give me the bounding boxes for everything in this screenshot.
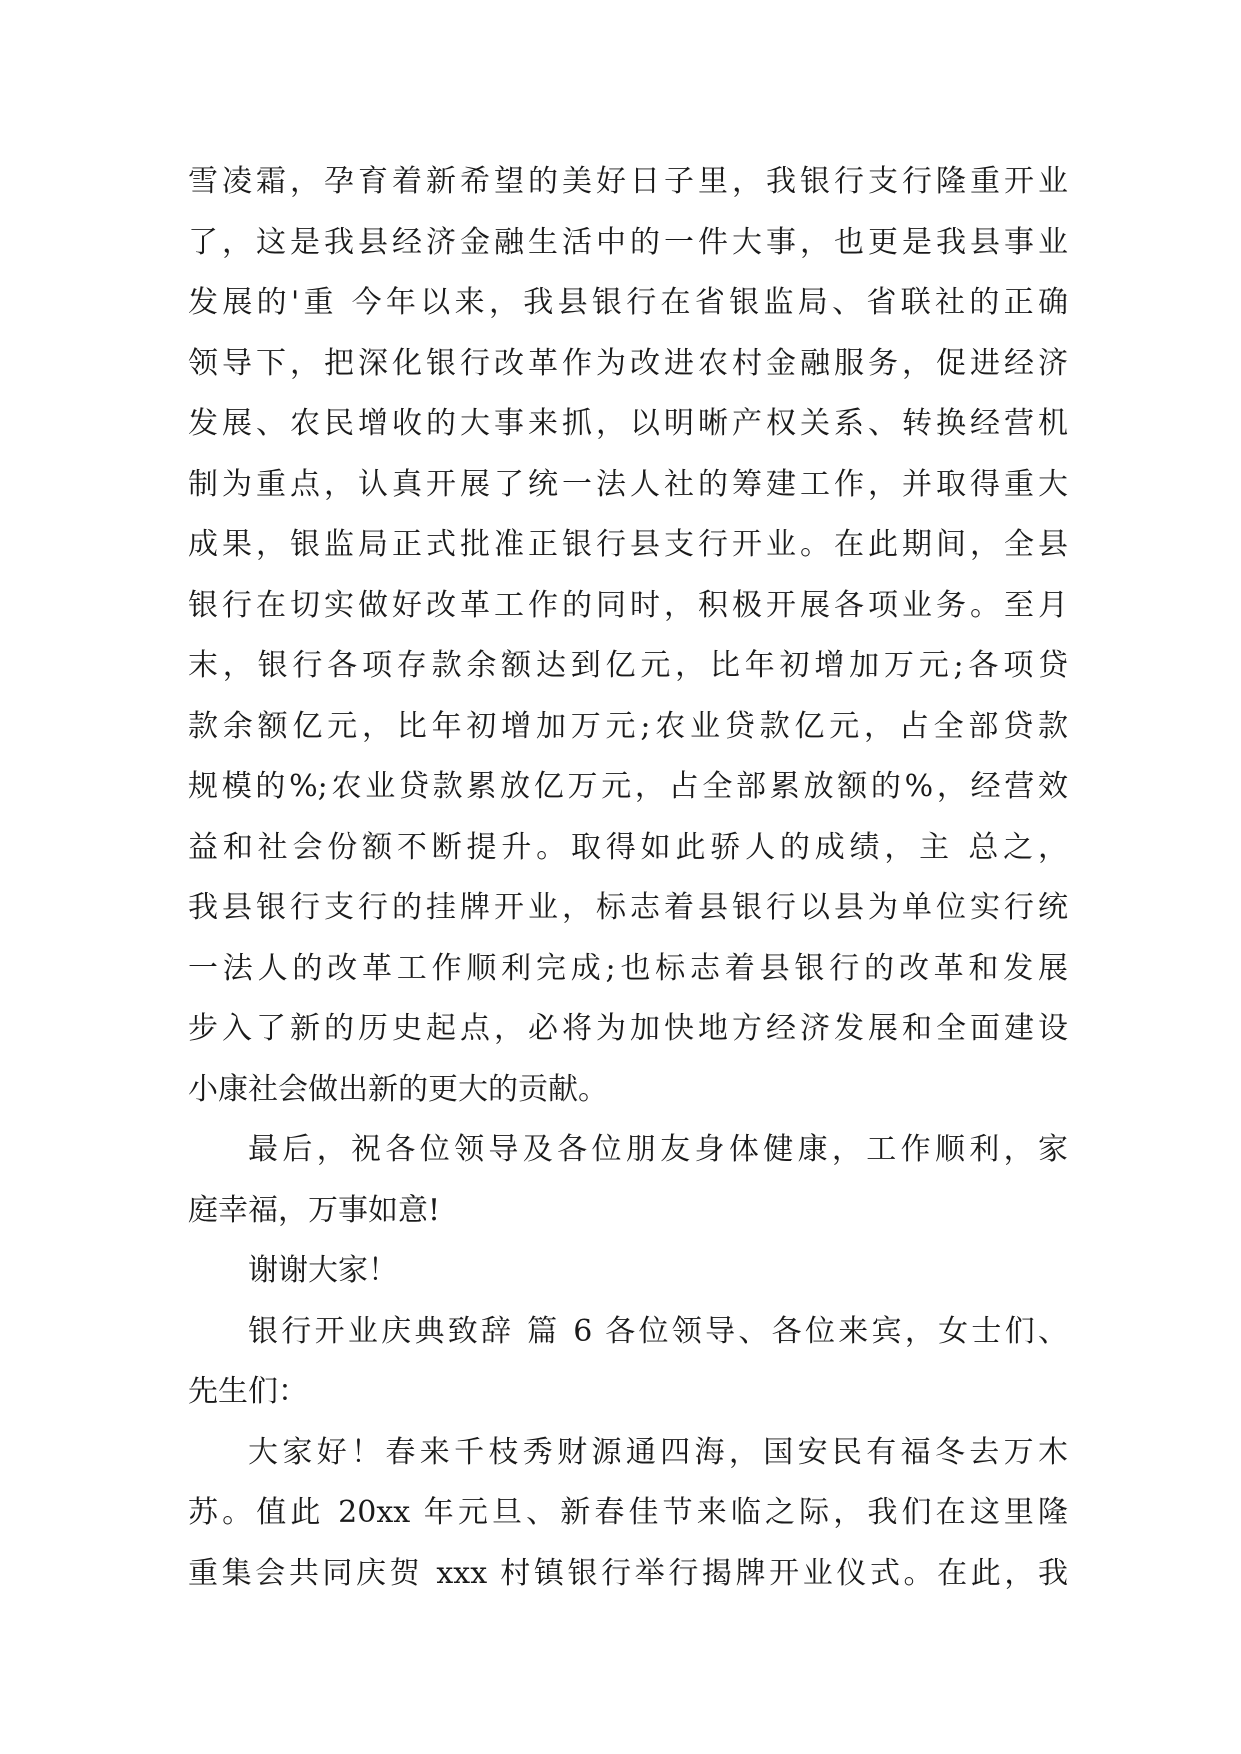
text-line: 末，银行各项存款余额达到亿元，比年初增加万元;各项贷 <box>188 648 1068 683</box>
body-text <box>188 160 1068 1612</box>
text-line: 领导下，把深化银行改革作为改进农村金融服务，促进经济 <box>188 345 1068 381</box>
text-line: 最后，祝各位领导及各位朋友身体健康，工作顺利，家 <box>248 1132 1068 1167</box>
text-line: 大家好！春来千枝秀财源通四海，国安民有福冬去万木 <box>248 1434 1068 1470</box>
text-line: 益和社会份额不断提升。取得如此骄人的成绩，主 总之， <box>188 829 1068 865</box>
text-line: 谢谢大家！ <box>248 1253 398 1288</box>
text-line: 先生们： <box>188 1374 308 1409</box>
text-line: 雪凌霜，孕育着新希望的美好日子里，我银行支行隆重开业 <box>188 164 1068 199</box>
text-line: 发展的'重 今年以来，我县银行在省银监局、省联社的正确 <box>188 285 1068 320</box>
text-line: 重集会共同庆贺 xxx 村镇银行举行揭牌开业仪式。在此，我 <box>188 1555 1068 1591</box>
text-line: 我县银行支行的挂牌开业，标志着县银行以县为单位实行统 <box>188 890 1068 925</box>
text-line: 步入了新的历史起点，必将为加快地方经济发展和全面建设 <box>188 1011 1068 1046</box>
text-line: 成果，银监局正式批准正银行县支行开业。在此期间，全县 <box>188 527 1068 562</box>
text-line: 发展、农民增收的大事来抓，以明晰产权关系、转换经营机 <box>188 406 1068 441</box>
text-line: 规模的%;农业贷款累放亿万元，占全部累放额的%，经营效 <box>188 769 1068 804</box>
text-line: 庭幸福，万事如意! <box>188 1192 441 1228</box>
text-line: 一法人的改革工作顺利完成;也标志着县银行的改革和发展 <box>188 950 1068 986</box>
text-line: 银行开业庆典致辞 篇 6 各位领导、各位来宾，女士们、 <box>248 1313 1068 1349</box>
text-line: 制为重点，认真开展了统一法人社的筹建工作，并取得重大 <box>188 466 1068 502</box>
text-line: 小康社会做出新的更大的贡献。 <box>188 1071 608 1107</box>
text-line: 苏。值此 20xx 年元旦、新春佳节来临之际，我们在这里隆 <box>188 1495 1068 1530</box>
text-line: 了，这是我县经济金融生活中的一件大事，也更是我县事业 <box>188 224 1068 260</box>
text-line: 银行在切实做好改革工作的同时，积极开展各项业务。至月 <box>188 587 1068 623</box>
text-line: 款余额亿元，比年初增加万元;农业贷款亿元，占全部贷款 <box>188 708 1068 744</box>
